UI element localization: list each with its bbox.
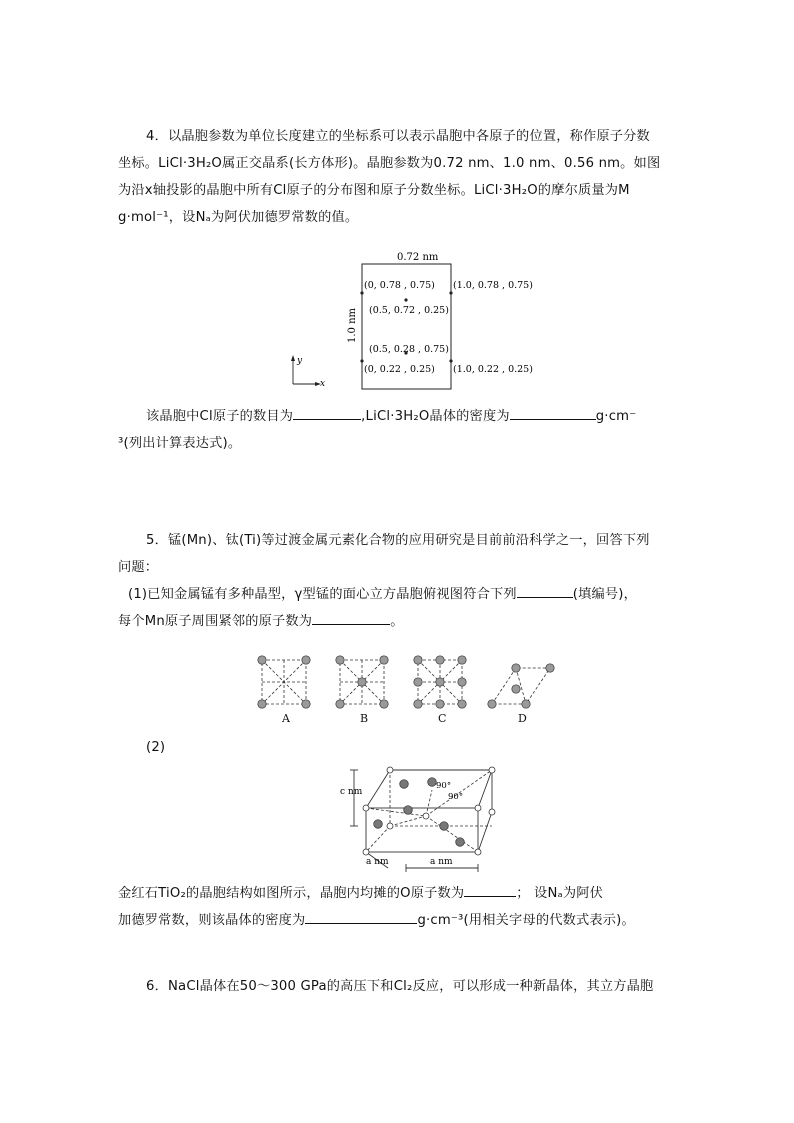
cl-atom-point [449,359,452,362]
a-dimension-label-2: a nm [430,857,453,867]
y-axis-label: y [297,356,303,366]
q6-line-1: 6．NaCl晶体在50～300 GPa的高压下和Cl₂反应，可以形成一种新晶体，其立方晶胞 [146,979,654,994]
coord-label: (0, 0.22 , 0.25) [364,364,435,375]
option-label-b: B [360,712,369,725]
c-dimension-label: c nm [340,787,363,797]
q5-part2-label-row [118,734,678,761]
option-label-a: A [282,712,290,725]
q5-line-1: 5．锰(Mn)、钛(Ti)等过渡金属元素化合物的应用研究是目前前沿科学之一，回答下列 [146,533,650,548]
angle-label: 90° [436,781,452,791]
q5-part2-label: (2) [146,740,166,755]
answer-blank[interactable] [293,405,361,420]
q4-line-4: g·mol⁻¹，设Nₐ为阿伏加德罗常数的值。 [118,210,359,225]
q5-part2-line-2: 加德罗常数，则该晶体的密度为 g·cm⁻³(用相关字母的代数式表示)。 [118,907,678,934]
coord-label: (0.5, 0.72 , 0.25) [369,305,449,316]
answer-blank[interactable] [510,405,596,420]
cl-atom-point [360,359,363,362]
angle-label: 90° [448,792,464,802]
answer-blank[interactable] [305,909,417,924]
coord-label: (1.0, 0.22 , 0.25) [453,364,533,375]
tio2-unit-cell-figure [330,764,500,876]
q4-line-3: 为沿x轴投影的晶胞中所有Cl原子的分布图和原子分数坐标。LiCl·3H₂O的摩尔质量为M [118,183,630,198]
q5-part2-line: 金红石TiO₂的晶胞结构如图所示，晶胞内均摊的O原子数为 ； 设Nₐ为阿伏 [118,880,678,907]
q5-part1-line: (1)已知金属锰有多种晶型，γ型锰的面心立方晶胞俯视图符合下列 (填编号)， [118,581,678,608]
question-6 [118,973,678,1000]
q4-line-2: 坐标。LiCl·3H₂O属正交晶系(长方体形)。晶胞参数为0.72 nm、1.0 nm、0.56 nm。如图 [118,156,661,171]
cell-width-label: 0.72 nm [397,252,439,263]
question-4 [118,123,678,231]
option-label-d: D [518,712,527,725]
q5-part2 [118,880,678,934]
answer-blank[interactable] [517,583,573,598]
question-4-answer [118,403,678,457]
cl-atom-projection-figure [285,245,555,395]
cl-atom-point [404,298,407,301]
a-dimension-label: a nm [366,857,389,867]
options-figure [250,652,560,724]
cl-atom-point [360,291,363,294]
answer-blank[interactable] [464,882,516,897]
answer-blank[interactable] [312,610,390,625]
cl-atom-point [449,291,452,294]
question-5 [118,527,678,635]
q5-line-2: 问题： [118,560,159,575]
option-label-c: C [438,712,447,725]
q5-part1-line-2: 每个Mn原子周围紧邻的原子数为 。 [118,608,678,635]
q4-line-1: 4．以晶胞参数为单位长度建立的坐标系可以表示晶胞中各原子的位置，称作原子分数 [146,129,650,144]
coord-label: (1.0, 0.78 , 0.75) [453,280,533,291]
q4-ask-line-2: ³(列出计算表达式)。 [118,436,242,451]
coord-label: (0.5, 0.28 , 0.75) [369,344,449,355]
coord-label: (0, 0.78 , 0.75) [364,280,435,291]
cell-height-label: 1.0 nm [347,307,358,343]
q4-ask-line: 该晶胞中Cl原子的数目为 ,LiCl·3H₂O晶体的密度为 g·cm⁻ [118,403,678,430]
x-axis-label: x [320,379,326,389]
